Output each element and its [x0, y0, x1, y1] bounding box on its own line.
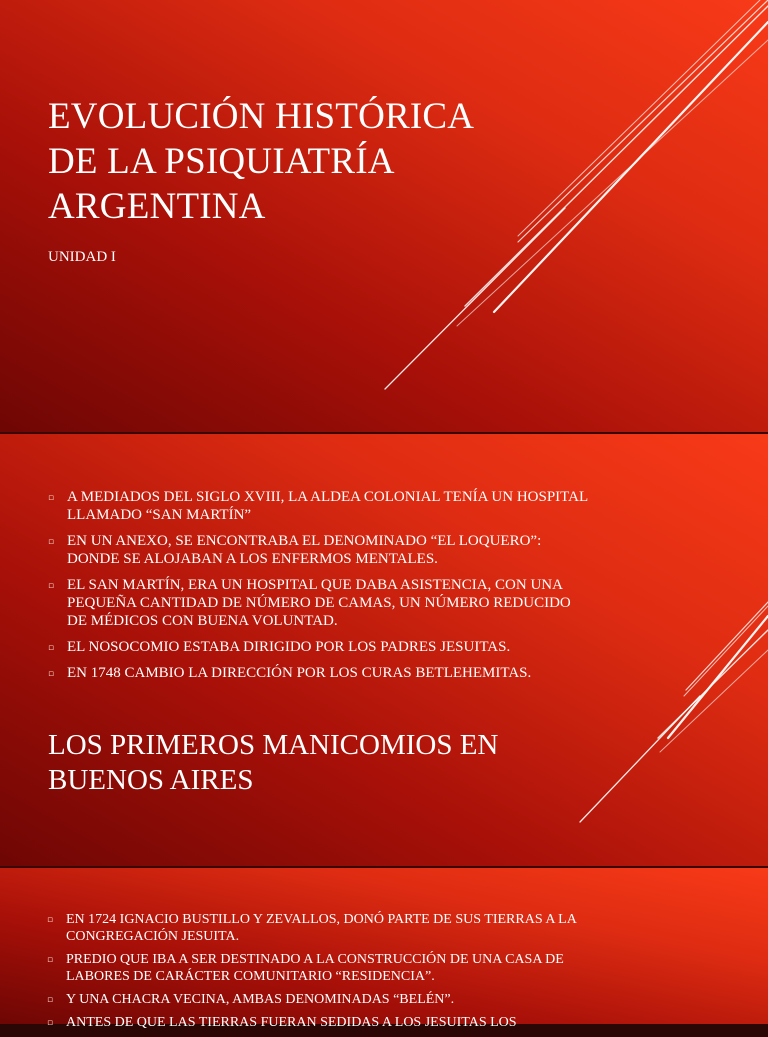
hollow-square-bullet-icon: ▫ — [47, 995, 54, 1005]
hollow-square-bullet-icon: ▫ — [48, 643, 55, 653]
hollow-square-bullet-icon: ▫ — [48, 493, 55, 503]
section-heading: LOS PRIMEROS MANICOMIOS EN BUENOS AIRES — [48, 729, 499, 796]
list-item: ▫ EN 1748 CAMBIO LA DIRECCIÓN POR LOS CURAS BETLEHEMITAS. — [48, 665, 532, 681]
bullet-list — [48, 488, 588, 690]
hollow-square-bullet-icon: ▫ — [47, 1018, 54, 1028]
list-item: ▫ A MEDIADOS DEL SIGLO XVIII, LA ALDEA COLONIAL TENÍA UN HOSPITAL LLAMADO “SAN MARTÍN” — [48, 489, 588, 523]
list-item: ▫ ANTES DE QUE LAS TIERRAS FUERAN SEDIDAS A LOS JESUITAS LOS — [47, 1015, 517, 1030]
list-item: ▫ EN UN ANEXO, SE ENCONTRABA EL DENOMINADO “EL LOQUERO”: DONDE SE ALOJABAN A LOS ENFERMOS MENTALES. — [48, 533, 542, 567]
list-item: ▫ EL SAN MARTÍN, ERA UN HOSPITAL QUE DABA ASISTENCIA, CON UNA PEQUEÑA CANTIDAD DE NÚMERO DE CAMAS, UN NÚMERO REDUCIDO DE MÉDICOS CON BUENA VOLUNTAD. — [48, 577, 571, 629]
list-item: ▫ Y UNA CHACRA VECINA, AMBAS DENOMINADAS “BELÉN”. — [47, 992, 455, 1007]
hollow-square-bullet-icon: ▫ — [47, 955, 54, 965]
hollow-square-bullet-icon: ▫ — [48, 669, 55, 679]
slide-subtitle: UNIDAD I — [48, 249, 116, 265]
title-slide — [0, 0, 768, 432]
hollow-square-bullet-icon: ▫ — [47, 915, 54, 925]
hollow-square-bullet-icon: ▫ — [48, 581, 55, 591]
hollow-square-bullet-icon: ▫ — [48, 537, 55, 547]
list-item: ▫ EL NOSOCOMIO ESTABA DIRIGIDO POR LOS PADRES JESUITAS. — [48, 639, 511, 655]
slide-title: EVOLUCIÓN HISTÓRICA DE LA PSIQUIATRÍA ARGENTINA — [48, 96, 473, 227]
list-item: ▫ PREDIO QUE IBA A SER DESTINADO A LA CONSTRUCCIÓN DE UNA CASA DE LABORES DE CARÁCTER COMUNITARIO “RESIDENCIA”. — [47, 952, 564, 984]
list-item: ▫ EN 1724 IGNACIO BUSTILLO Y ZEVALLOS, DONÓ PARTE DE SUS TIERRAS A LA CONGREGACIÓN JESUITA. — [47, 912, 577, 944]
bullet-list — [47, 911, 587, 1037]
